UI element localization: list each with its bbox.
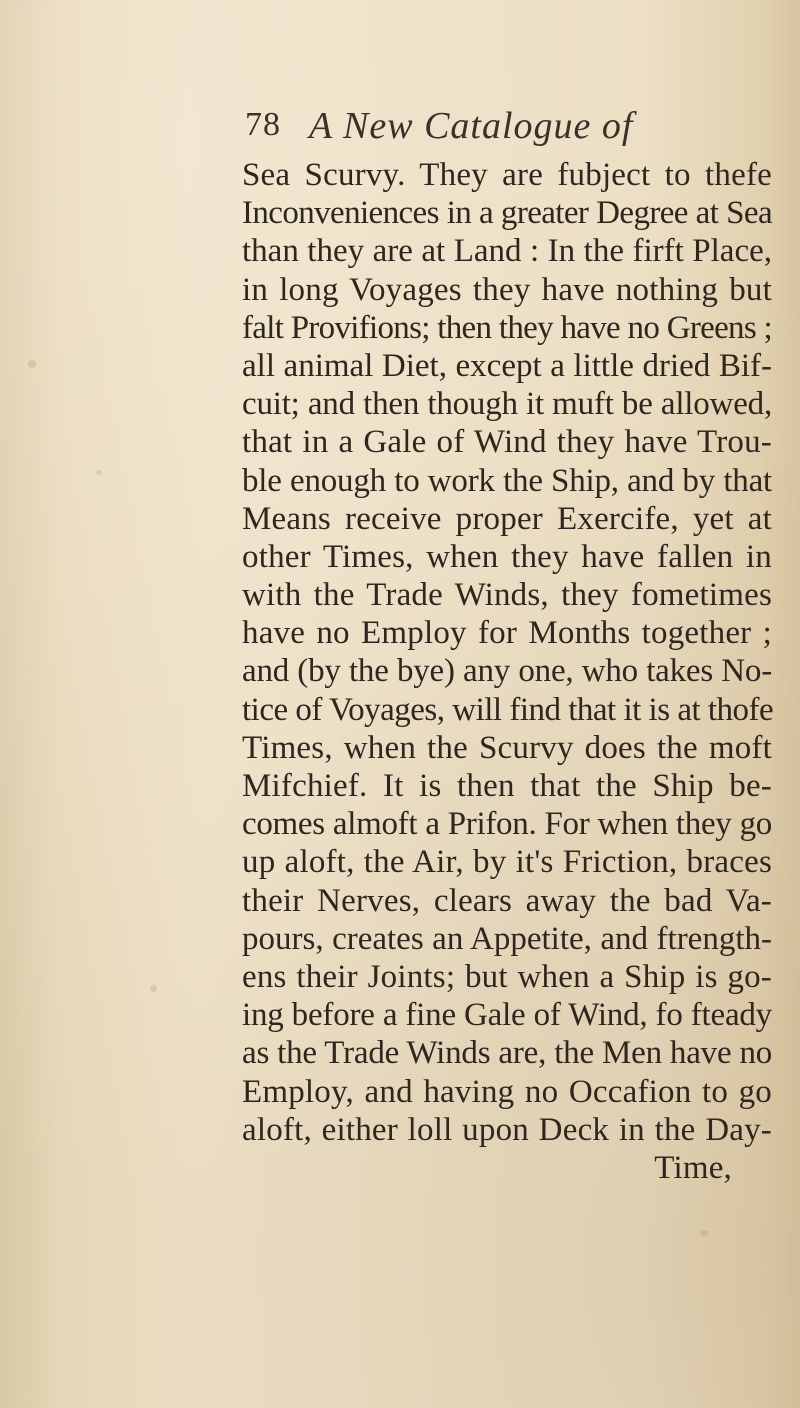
paper-stain [700, 1230, 709, 1236]
text-line: Mifchief. It is then that the Ship be- [242, 768, 772, 804]
text-line: in long Voyages they have nothing but [242, 271, 772, 308]
text-line: ens their Joints; but when a Ship is go- [242, 958, 772, 995]
text-line: have no Employ for Months together ; [242, 615, 772, 652]
running-head: A New Catalogue of [309, 105, 634, 147]
page-number: 78 [245, 106, 281, 143]
text-line: Sea Scurvy. They are fubject to thefe [242, 157, 772, 193]
text-line: ing before a fine Gale of Wind, fo fteady [242, 997, 772, 1034]
text-line: aloft, either loll upon Deck in the Day- [242, 1111, 772, 1148]
text-line: their Nerves, clears away the bad Va- [242, 882, 772, 919]
text-line: that in a Gale of Wind they have Trou- [242, 424, 772, 461]
text-line: all animal Diet, except a little dried Bif- [242, 347, 772, 384]
paper-stain [96, 470, 102, 475]
paper-stain [28, 360, 36, 368]
page-header [245, 106, 745, 156]
text-line: Inconveniences in a greater Degree at Sea [242, 195, 772, 232]
text-line: tice of Voyages, will find that it is at thofe [242, 691, 774, 728]
catchword: Time, [654, 1149, 732, 1186]
text-line: pours, creates an Appetite, and ftrength- [242, 920, 772, 957]
text-line: comes almoft a Prifon. For when they go [242, 806, 772, 843]
text-line: other Times, when they have fallen in [242, 538, 772, 575]
text-line: as the Trade Winds are, the Men have no [242, 1035, 773, 1072]
text-line: Employ, and having no Occafion to go [242, 1073, 772, 1110]
text-line: Means receive proper Exercife, yet at [242, 500, 772, 537]
text-line: falt Provifions; then they have no Greens ; [242, 309, 772, 346]
body-text [242, 156, 772, 1187]
text-line: and (by the bye) any one, who takes No- [242, 653, 772, 690]
text-line: ble enough to work the Ship, and by that [242, 462, 772, 499]
text-line: Times, when the Scurvy does the moft [242, 729, 772, 766]
text-line: cuit; and then though it muft be allowed, [242, 386, 772, 423]
text-line: than they are at Land : In the firft Place, [242, 233, 772, 270]
paper-stain [150, 985, 157, 992]
text-line: up aloft, the Air, by it's Friction, braces [242, 844, 772, 881]
text-line: with the Trade Winds, they fometimes [242, 577, 772, 614]
